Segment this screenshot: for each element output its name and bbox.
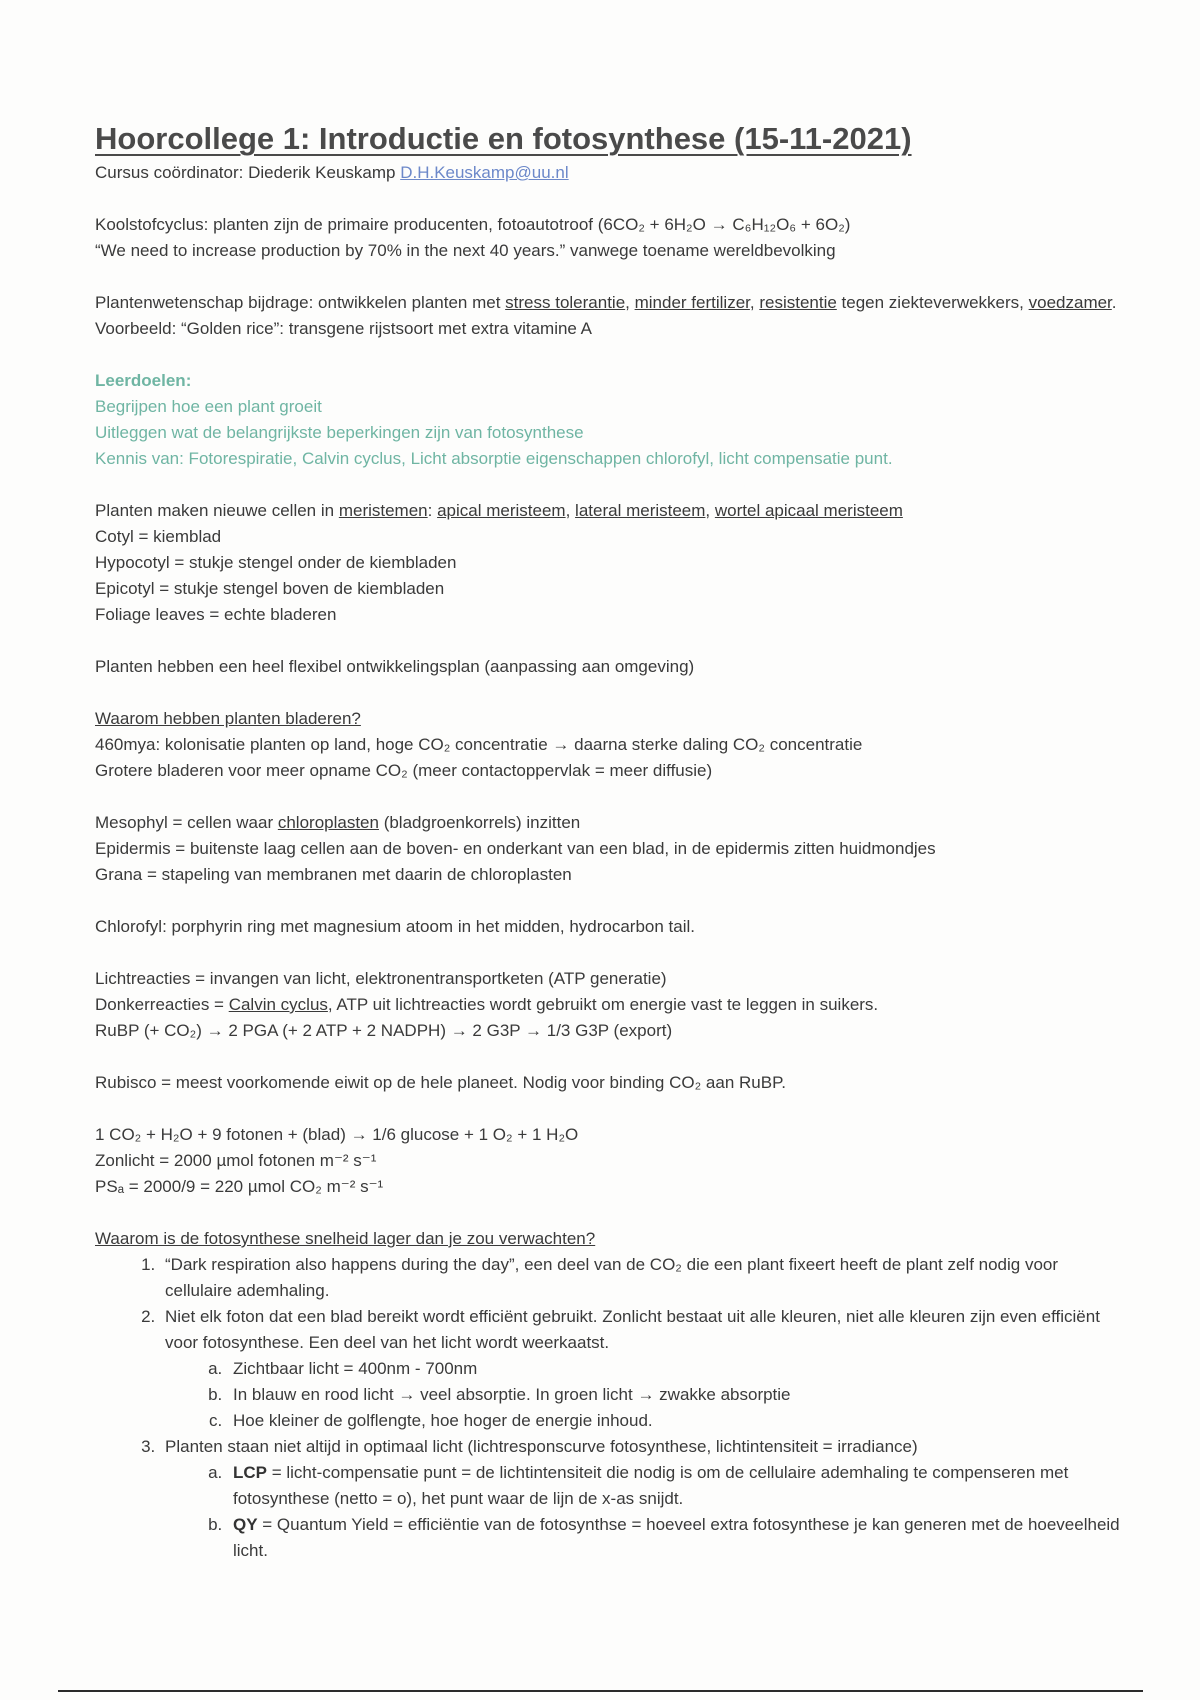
fertilizer-term: minder fertilizer [634, 293, 750, 312]
coordinator-line [95, 160, 1125, 186]
rate-heading: Waarom is de fotosynthese snelheid lager dan je zou verwachten? [95, 1229, 596, 1248]
leaves-heading: Waarom hebben planten bladeren? [95, 709, 361, 728]
rate-item [160, 1434, 1125, 1564]
goal-item: Kennis van: Fotorespiratie, Calvin cyclus, Licht absorptie eigenschappen chlorofyl, licht compensatie punt. [95, 449, 893, 468]
rate-item-text: “Dark respiration also happens during the day”, een deel van de CO₂ die een plant fixeert heeft de plant zelf nodig voor cellulaire ademhaling. [165, 1255, 1059, 1300]
rate-sublist [165, 1356, 1125, 1434]
epidermis-line: Epidermis = buitenste laag cellen aan de boven- en onderkant van een blad, in de epidermis zitten huidmondjes [95, 839, 936, 858]
contribution-prefix: Plantenwetenschap bijdrage: ontwikkelen planten met [95, 293, 506, 312]
rate-item [160, 1252, 1125, 1304]
definition-line: Hypocotyl = stukje stengel onder de kiembladen [95, 553, 457, 572]
rate-list [95, 1252, 1125, 1564]
equation-line: PSₐ = 2000/9 = 220 µmol CO₂ m⁻² s⁻¹ [95, 1177, 384, 1196]
contribution-mid: tegen ziekteverwekkers, [836, 293, 1029, 312]
goal-item: Begrijpen hoe een plant groeit [95, 397, 322, 416]
calvin-term: Calvin cyclus [228, 995, 328, 1014]
qy-definition: = Quantum Yield = efficiëntie van de fotosynthse = hoeveel extra fotosynthese je kan generen met de hoeveelheid licht. [233, 1515, 1120, 1560]
equation-line: 1 CO₂ + H₂O + 9 fotonen + (blad) → 1/6 glucose + 1 O₂ + 1 H₂O [95, 1125, 579, 1144]
dark-reactions-line [95, 992, 1125, 1018]
lateral-term: lateral meristeem [575, 501, 706, 520]
golden-rice-example: Voorbeeld: “Golden rice”: transgene rijstsoort met extra vitamine A [95, 319, 593, 338]
footer-divider [58, 1690, 1143, 1692]
separator: , [705, 501, 715, 520]
nutritious-term: voedzamer [1028, 293, 1112, 312]
grana-line: Grana = stapeling van membranen met daarin de chloroplasten [95, 865, 572, 884]
lcp-definition: = licht-compensatie punt = de lichtintensiteit die nodig is om de cellulaire ademhaling te compenseren met fotosynthese (netto = o), het punt waar de lijn de x-as snijdt. [233, 1463, 1069, 1508]
separator: , [565, 501, 576, 520]
rate-sublist [165, 1460, 1125, 1564]
chloroplasten-term: chloroplasten [277, 813, 379, 832]
definition-line: Cotyl = kiemblad [95, 527, 222, 546]
resistance-term: resistentie [759, 293, 837, 312]
meristem-prefix: Planten maken nieuwe cellen in [95, 501, 339, 520]
rate-subitem: c. Hoe kleiner de golflengte, hoe hoger de energie inhoud. [227, 1408, 1125, 1434]
separator: , [625, 293, 635, 312]
leaves-line: Grotere bladeren voor meer opname CO₂ (meer contactoppervlak = meer diffusie) [95, 761, 713, 780]
rate-subitem: a. Zichtbaar licht = 400nm - 700nm [227, 1356, 1125, 1382]
light-reactions-line: Lichtreacties = invangen van licht, elektronentransportketen (ATP generatie) [95, 969, 667, 988]
page-title: Hoorcollege 1: Introductie en fotosynthese (15-11-2021) [95, 121, 912, 156]
flexible-plan-line: Planten hebben een heel flexibel ontwikkelingsplan (aanpassing aan omgeving) [95, 657, 695, 676]
mesophyl-prefix: Mesophyl = cellen waar [95, 813, 278, 832]
coordinator-email-link[interactable]: D.H.Keuskamp@uu.nl [400, 163, 569, 182]
goals-heading: Leerdoelen: [95, 371, 192, 390]
rate-item-text: Planten staan niet altijd in optimaal licht (lichtresponscurve fotosynthese, lichtintensiteit = irradiance) [165, 1437, 918, 1456]
lcp-term: LCP [233, 1463, 267, 1482]
separator: , [749, 293, 760, 312]
goal-item: Uitleggen wat de belangrijkste beperkingen zijn van fotosynthese [95, 423, 584, 442]
rate-subitem: b. In blauw en rood licht → veel absorptie. In groen licht → zwakke absorptie [227, 1382, 1125, 1408]
contribution-end: . [1111, 293, 1117, 312]
rate-item [160, 1304, 1125, 1434]
definition-line: Epicotyl = stukje stengel boven de kiembladen [95, 579, 445, 598]
mesophyl-line [95, 810, 1125, 836]
carbon-cycle-line: Koolstofcyclus: planten zijn de primaire producenten, fotoautotroof (6CO₂ + 6H₂O → C₆H₁₂O₆ + 6O₂) [95, 215, 851, 234]
leaves-line: 460mya: kolonisatie planten op land, hoge CO₂ concentratie → daarna sterke daling CO₂ concentratie [95, 735, 863, 754]
production-quote: “We need to increase production by 70% in the next 40 years.” vanwege toename wereldbevolking [95, 241, 836, 260]
chlorophyll-line: Chlorofyl: porphyrin ring met magnesium atoom in het midden, hydrocarbon tail. [95, 917, 696, 936]
rate-item-text: Niet elk foton dat een blad bereikt wordt efficiënt gebruikt. Zonlicht bestaat uit alle kleuren, niet alle kleuren zijn even efficiënt voor fotosynthese. Een deel van het licht wordt weerkaatst. [165, 1307, 1100, 1352]
document-content [95, 118, 1125, 1564]
contribution-paragraph [95, 290, 1125, 316]
meristemen-term: meristemen [338, 501, 428, 520]
qy-term: QY [233, 1515, 258, 1534]
rubp-line: RuBP (+ CO₂) → 2 PGA (+ 2 ATP + 2 NADPH) → 2 G3P → 1/3 G3P (export) [95, 1021, 673, 1040]
equation-line: Zonlicht = 2000 µmol fotonen m⁻² s⁻¹ [95, 1151, 377, 1170]
definition-line: Foliage leaves = echte bladeren [95, 605, 337, 624]
dark-prefix: Donkerreacties = [95, 995, 229, 1014]
stress-tolerance-term: stress tolerantie [505, 293, 626, 312]
separator: : [427, 501, 438, 520]
rate-subitem [227, 1512, 1125, 1564]
coordinator-text: Cursus coördinator: Diederik Keuskamp [95, 163, 401, 182]
rate-subitem [227, 1460, 1125, 1512]
rubisco-line: Rubisco = meest voorkomende eiwit op de hele planeet. Nodig voor binding CO₂ aan RuBP. [95, 1073, 786, 1092]
mesophyl-suffix: (bladgroenkorrels) inzitten [378, 813, 581, 832]
meristem-line [95, 498, 1125, 524]
apical-term: apical meristeem [437, 501, 566, 520]
root-term: wortel apicaal meristeem [714, 501, 903, 520]
dark-suffix: , ATP uit lichtreacties wordt gebruikt om energie vast te leggen in suikers. [327, 995, 879, 1014]
